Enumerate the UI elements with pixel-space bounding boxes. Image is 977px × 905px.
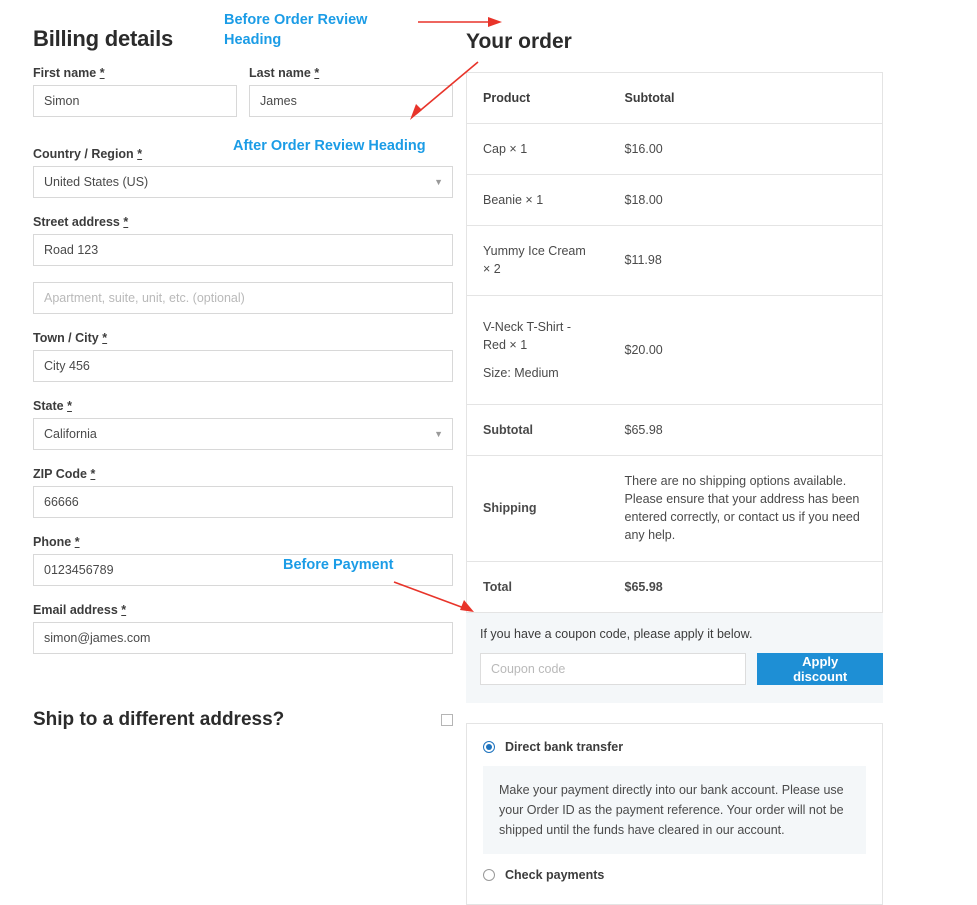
subtotal-label: Subtotal (467, 404, 609, 455)
product-subtotal: $11.98 (609, 226, 883, 295)
payment-option-label: Direct bank transfer (505, 739, 624, 754)
product-name: Beanie (483, 193, 522, 208)
radio-icon[interactable] (483, 869, 495, 881)
annotation-arrow-2 (410, 62, 490, 122)
payment-option-direct-bank-transfer[interactable] (483, 740, 866, 754)
annotation-arrow-1 (418, 10, 508, 34)
product-cell (467, 226, 609, 295)
street-address-label: Street address * (33, 215, 129, 229)
product-qty: × 1 (525, 193, 544, 208)
order-table-body (467, 124, 883, 613)
total-row (467, 561, 883, 612)
apartment-group (33, 282, 453, 314)
product-cell (467, 124, 609, 175)
state-select-wrapper[interactable] (33, 418, 453, 450)
required-marker: * (314, 66, 320, 80)
required-marker: * (121, 603, 127, 617)
product-name: Yummy Ice Cream (483, 244, 586, 259)
product-cell (467, 175, 609, 226)
country-label: Country / Region * (33, 147, 143, 161)
product-qty: × 2 (483, 262, 501, 277)
payment-methods-section (466, 723, 883, 905)
product-qty: × 1 (509, 337, 528, 352)
order-table-head (467, 73, 883, 124)
state-select[interactable] (33, 418, 453, 450)
chevron-down-icon: ▼ (434, 177, 443, 187)
payment-option-description: Make your payment directly into our bank account. Please use your Order ID as the payment reference. Your order will not be shipped until the funds have cleared in our account. (483, 766, 866, 854)
total-value: $65.98 (624, 579, 663, 594)
product-subtotal: $18.00 (609, 175, 883, 226)
country-select-wrapper[interactable] (33, 166, 453, 198)
ship-different-row (33, 709, 453, 731)
radio-icon-selected[interactable] (483, 741, 495, 753)
annotation-arrow-3 (394, 582, 484, 618)
payment-option-check-payments[interactable] (483, 868, 866, 882)
product-subtotal: $16.00 (609, 124, 883, 175)
payment-option-label: Check payments (505, 867, 605, 882)
required-marker: * (99, 66, 105, 80)
total-label: Total (483, 579, 512, 594)
chevron-down-icon: ▼ (434, 429, 443, 439)
email-input[interactable] (33, 622, 453, 654)
product-variation: Size: Medium (483, 365, 559, 380)
ship-different-title: Ship to a different address? (33, 709, 285, 730)
billing-details-section (33, 26, 453, 731)
order-review-title: Your order (466, 30, 572, 53)
annotation-before-payment: Before Payment (283, 557, 394, 573)
billing-details-title: Billing details (33, 26, 174, 51)
email-label: Email address * (33, 603, 127, 617)
zip-code-input[interactable] (33, 486, 453, 518)
first-name-label: First name * (33, 66, 105, 80)
apply-discount-button[interactable]: Apply discount (757, 653, 883, 685)
required-marker: * (67, 399, 72, 413)
required-marker: * (102, 331, 108, 345)
first-name-input[interactable] (33, 85, 237, 117)
column-header-subtotal: Subtotal (609, 73, 883, 124)
shipping-label: Shipping (467, 456, 609, 562)
table-row (467, 295, 883, 404)
zip-group (33, 467, 453, 518)
name-row (33, 66, 453, 130)
country-select[interactable] (33, 166, 453, 198)
street-group (33, 215, 453, 266)
required-marker: * (74, 535, 80, 549)
ship-different-checkbox[interactable] (441, 714, 453, 726)
state-label: State * (33, 399, 72, 413)
product-subtotal: $20.00 (609, 295, 883, 404)
subtotal-value: $65.98 (609, 404, 883, 455)
required-marker: * (123, 215, 129, 229)
required-marker: * (137, 147, 143, 161)
state-group (33, 399, 453, 450)
city-label: Town / City * (33, 331, 108, 345)
shipping-row (467, 456, 883, 562)
annotation-before-order-review-heading: Before Order Review Heading (224, 12, 368, 48)
last-name-label: Last name * (249, 66, 320, 80)
product-name: Cap (483, 142, 506, 156)
required-marker: * (90, 467, 96, 481)
order-review-table (466, 72, 883, 613)
phone-label: Phone * (33, 535, 80, 549)
table-row (467, 226, 883, 295)
table-row (467, 175, 883, 226)
subtotal-row (467, 404, 883, 455)
city-group (33, 331, 453, 382)
table-row (467, 124, 883, 175)
coupon-section (466, 613, 883, 703)
apartment-input[interactable] (33, 282, 453, 314)
street-address-input[interactable] (33, 234, 453, 266)
first-name-group (33, 66, 237, 117)
annotation-after-order-review-heading: After Order Review Heading (233, 138, 426, 154)
coupon-input[interactable] (480, 653, 746, 685)
email-group (33, 603, 453, 654)
product-name: V-Neck T-Shirt - Red (483, 319, 571, 352)
order-review-section (466, 30, 883, 905)
product-cell (467, 295, 609, 404)
coupon-row (480, 653, 883, 685)
column-header-product: Product (467, 73, 609, 124)
zip-code-label: ZIP Code * (33, 467, 96, 481)
coupon-instructions: If you have a coupon code, please apply it below. (480, 626, 753, 641)
shipping-value: There are no shipping options available. Please ensure that your address has been entered correctly, or contact us if you need any help. (609, 456, 883, 562)
order-table-header-row (467, 73, 883, 124)
city-input[interactable] (33, 350, 453, 382)
product-qty: × 1 (509, 142, 528, 156)
